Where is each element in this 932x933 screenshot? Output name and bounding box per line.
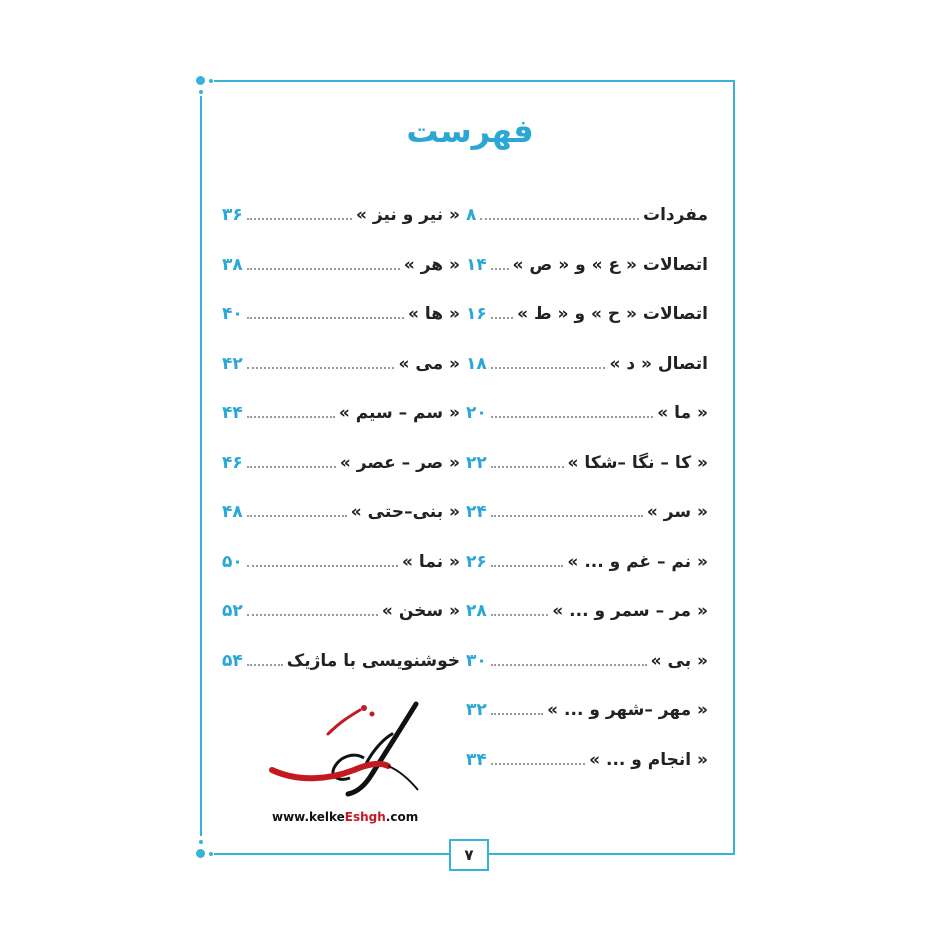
toc-entry-label: اتصالات « ح » و « ط » [517, 304, 708, 324]
corner-dot-top-small [209, 79, 213, 83]
toc-entry [222, 349, 460, 379]
toc-leader-dots [491, 416, 654, 418]
toc-entry [222, 299, 460, 329]
toc-entry-page: ۱۸ [466, 353, 487, 374]
toc-entry-page: ۳۴ [466, 749, 487, 770]
toc-leader-dots [247, 614, 378, 616]
toc-entry-label: « مر – سمر و ... » [552, 601, 708, 621]
toc-entry-label: « مهر –شهر و ... » [547, 700, 708, 720]
toc-entry [466, 299, 708, 329]
toc-entry-label: « سم – سیم » [338, 403, 460, 423]
toc-entry-label: « نیر و نیز » [355, 205, 460, 225]
toc-entry-label: اتصالات « ع » و « ص » [512, 254, 708, 275]
toc-entry [466, 646, 708, 676]
toc-entry-label: « صر – عصر » [339, 452, 460, 473]
toc-entry-label: « ما » [657, 403, 708, 423]
toc-entry-label: مفردات [643, 205, 708, 225]
corner-dot-bottom-small [209, 852, 213, 856]
toc-entry-page: ۸ [466, 205, 477, 225]
toc-leader-dots [247, 416, 335, 418]
toc-leader-dots [491, 614, 549, 616]
toc-leader-dots [491, 565, 564, 567]
toc-entry [222, 398, 460, 428]
toc-entry-page: ۵۰ [222, 551, 243, 572]
toc-leader-dots [491, 664, 647, 666]
toc-leader-dots [247, 515, 347, 517]
toc-entry-label: « انجام و ... » [589, 749, 708, 770]
toc-leader-dots [247, 565, 398, 567]
corner-dot-top-large [196, 76, 205, 85]
toc-leader-dots [247, 664, 283, 666]
toc-entry-page: ۴۴ [222, 403, 243, 423]
page-number: ۷ [464, 846, 474, 864]
toc-entry [466, 448, 708, 478]
toc-entry-page: ۲۰ [466, 403, 487, 423]
toc-entry [466, 596, 708, 626]
toc-leader-dots [491, 317, 513, 319]
toc-entry-page: ۲۶ [466, 551, 487, 572]
toc-entry-label: « کا – نگا –شکا » [567, 452, 708, 473]
toc-entry [466, 349, 708, 379]
toc-leader-dots [491, 515, 643, 517]
toc-entry-page: ۲۲ [466, 452, 487, 473]
toc-entry [466, 745, 708, 775]
toc-entry-label: « بنی–حتی » [350, 502, 460, 522]
toc-leader-dots [491, 268, 509, 270]
frame-left [200, 96, 202, 836]
toc-entry-page: ۲۸ [466, 601, 487, 621]
toc-leader-dots [480, 218, 639, 220]
toc-entry [222, 547, 460, 577]
toc-entry-page: ۱۴ [466, 254, 487, 275]
toc-entry [466, 398, 708, 428]
toc-entry-label: « هر » [403, 254, 460, 275]
frame-right [733, 80, 735, 854]
toc-entry-label: « می » [398, 353, 460, 374]
kelke-eshgh-logo [268, 700, 438, 800]
toc-entry-label: « نم – غم و ... » [567, 551, 708, 572]
toc-leader-dots [491, 466, 564, 468]
toc-entry-page: ۴۸ [222, 502, 243, 522]
toc-entry-label: « بی » [650, 650, 708, 671]
toc-entry [222, 646, 460, 676]
toc-entry-page: ۵۴ [222, 650, 243, 671]
frame-bottom-left [214, 853, 449, 855]
toc-entry [466, 200, 708, 230]
toc-entry [222, 200, 460, 230]
frame-bottom-right [487, 853, 735, 855]
toc-leader-dots [491, 713, 543, 715]
website-url: www.kelkeEshgh.com [272, 810, 419, 824]
toc-entry-page: ۱۶ [466, 304, 487, 324]
toc-leader-dots [247, 466, 336, 468]
toc-entry [466, 547, 708, 577]
toc-entry-page: ۴۰ [222, 304, 243, 324]
toc-entry [466, 250, 708, 280]
corner-dot-bottom-over [199, 840, 203, 844]
toc-entry [222, 497, 460, 527]
toc-entry-label: « سخن » [381, 601, 460, 621]
toc-leader-dots [247, 218, 352, 220]
toc-entry-page: ۳۸ [222, 254, 243, 275]
corner-dot-bottom-large [196, 849, 205, 858]
toc-entry-label: « نما » [402, 551, 460, 572]
toc-entry-label: خوشنویسی با ماژیک [286, 650, 460, 671]
toc-leader-dots [247, 268, 400, 270]
toc-entry-page: ۳۲ [466, 700, 487, 720]
toc-entry [466, 695, 708, 725]
toc-leader-dots [247, 367, 395, 369]
corner-dot-top-under [199, 90, 203, 94]
toc-entry-label: اتصال « د » [609, 353, 708, 374]
toc-entry [466, 497, 708, 527]
toc-entry [222, 250, 460, 280]
toc-entry-page: ۴۶ [222, 452, 243, 473]
page-number-box [449, 839, 489, 871]
toc-entry [222, 448, 460, 478]
toc-entry-page: ۵۲ [222, 601, 243, 621]
toc-entry-page: ۲۴ [466, 502, 487, 522]
page-title: فهرست [406, 112, 534, 150]
toc-entry [222, 596, 460, 626]
toc-entry-page: ۴۲ [222, 353, 243, 374]
toc-leader-dots [491, 367, 606, 369]
frame-top [214, 80, 734, 82]
toc-entry-label: « ها » [408, 304, 460, 324]
toc-entry-page: ۳۰ [466, 650, 487, 671]
toc-leader-dots [491, 763, 585, 765]
toc-entry-page: ۳۶ [222, 205, 243, 225]
toc-leader-dots [247, 317, 404, 319]
toc-entry-label: « سر » [646, 502, 708, 522]
